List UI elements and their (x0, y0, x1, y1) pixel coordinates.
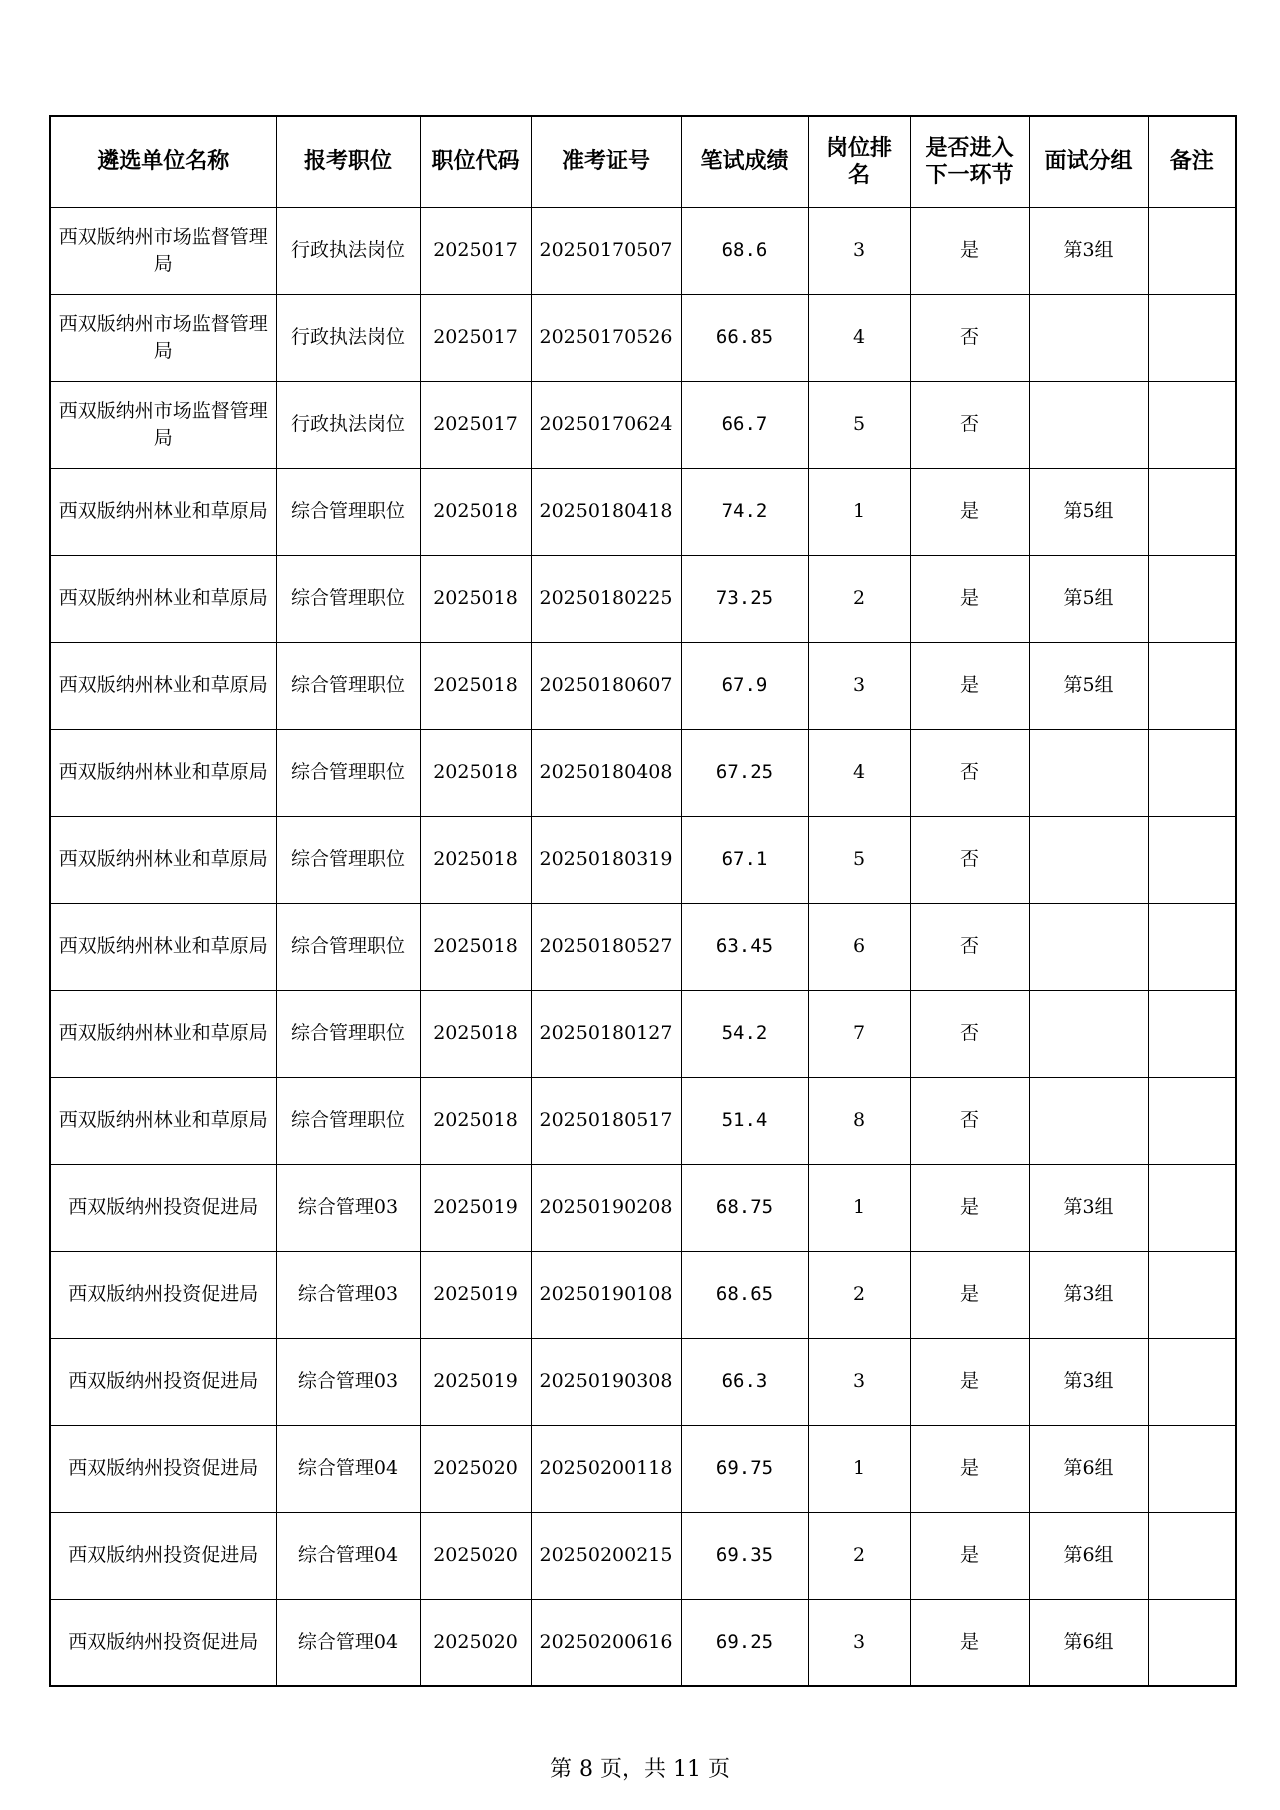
table-row (50, 381, 1236, 468)
cell-position: 综合管理职位 (276, 1077, 420, 1164)
cell-rank: 3 (808, 1338, 910, 1425)
cell-note (1148, 990, 1236, 1077)
cell-score: 73.25 (681, 555, 808, 642)
cell-position: 综合管理04 (276, 1512, 420, 1599)
cell-position: 综合管理职位 (276, 729, 420, 816)
cell-score: 68.75 (681, 1164, 808, 1251)
table-row (50, 1425, 1236, 1512)
cell-ticket: 20250180225 (531, 555, 681, 642)
cell-score: 67.1 (681, 816, 808, 903)
cell-code: 2025018 (420, 990, 531, 1077)
cell-rank: 6 (808, 903, 910, 990)
cell-note (1148, 468, 1236, 555)
cell-group (1029, 729, 1148, 816)
cell-code: 2025020 (420, 1599, 531, 1686)
table-row (50, 1077, 1236, 1164)
cell-code: 2025018 (420, 903, 531, 990)
cell-group: 第6组 (1029, 1599, 1148, 1686)
cell-advance: 否 (910, 990, 1029, 1077)
cell-group (1029, 816, 1148, 903)
cell-rank: 3 (808, 1599, 910, 1686)
cell-rank: 4 (808, 729, 910, 816)
table-row (50, 1251, 1236, 1338)
cell-code: 2025017 (420, 381, 531, 468)
cell-position: 综合管理职位 (276, 990, 420, 1077)
cell-score: 66.7 (681, 381, 808, 468)
cell-ticket: 20250180607 (531, 642, 681, 729)
cell-group: 第5组 (1029, 555, 1148, 642)
cell-rank: 5 (808, 381, 910, 468)
cell-position: 综合管理职位 (276, 555, 420, 642)
cell-ticket: 20250200215 (531, 1512, 681, 1599)
cell-ticket: 20250190208 (531, 1164, 681, 1251)
cell-position: 综合管理03 (276, 1338, 420, 1425)
cell-note (1148, 1425, 1236, 1512)
cell-note (1148, 555, 1236, 642)
table-row (50, 555, 1236, 642)
cell-advance: 否 (910, 903, 1029, 990)
cell-note (1148, 1512, 1236, 1599)
cell-unit: 西双版纳州投资促进局 (50, 1251, 276, 1338)
cell-unit: 西双版纳州林业和草原局 (50, 990, 276, 1077)
cell-group (1029, 903, 1148, 990)
cell-note (1148, 1599, 1236, 1686)
cell-unit: 西双版纳州林业和草原局 (50, 555, 276, 642)
cell-score: 69.35 (681, 1512, 808, 1599)
cell-note (1148, 1164, 1236, 1251)
cell-ticket: 20250180319 (531, 816, 681, 903)
cell-score: 63.45 (681, 903, 808, 990)
cell-rank: 2 (808, 1251, 910, 1338)
table-row (50, 990, 1236, 1077)
cell-note (1148, 381, 1236, 468)
cell-code: 2025020 (420, 1512, 531, 1599)
cell-rank: 3 (808, 642, 910, 729)
cell-code: 2025018 (420, 468, 531, 555)
cell-rank: 2 (808, 555, 910, 642)
cell-code: 2025019 (420, 1164, 531, 1251)
cell-advance: 否 (910, 381, 1029, 468)
cell-ticket: 20250170507 (531, 207, 681, 294)
cell-group: 第5组 (1029, 642, 1148, 729)
cell-rank: 1 (808, 468, 910, 555)
table-body (50, 207, 1236, 1686)
cell-score: 51.4 (681, 1077, 808, 1164)
cell-score: 66.85 (681, 294, 808, 381)
cell-unit: 西双版纳州市场监督管理局 (50, 207, 276, 294)
cell-unit: 西双版纳州投资促进局 (50, 1425, 276, 1512)
page-footer: 第 8 页，共 11 页 (550, 1757, 730, 1782)
header-note: 备注 (1148, 116, 1236, 207)
cell-ticket: 20250180408 (531, 729, 681, 816)
cell-advance: 是 (910, 555, 1029, 642)
cell-position: 综合管理04 (276, 1599, 420, 1686)
cell-advance: 是 (910, 1251, 1029, 1338)
cell-unit: 西双版纳州林业和草原局 (50, 729, 276, 816)
cell-position: 行政执法岗位 (276, 207, 420, 294)
cell-code: 2025020 (420, 1425, 531, 1512)
cell-score: 54.2 (681, 990, 808, 1077)
cell-score: 67.9 (681, 642, 808, 729)
cell-score: 74.2 (681, 468, 808, 555)
table-row (50, 294, 1236, 381)
cell-note (1148, 1077, 1236, 1164)
cell-advance: 是 (910, 1164, 1029, 1251)
cell-unit: 西双版纳州投资促进局 (50, 1599, 276, 1686)
cell-ticket: 20250170624 (531, 381, 681, 468)
cell-score: 69.25 (681, 1599, 808, 1686)
table-row (50, 816, 1236, 903)
table-row (50, 729, 1236, 816)
cell-ticket: 20250170526 (531, 294, 681, 381)
cell-note (1148, 816, 1236, 903)
cell-rank: 1 (808, 1164, 910, 1251)
cell-advance: 否 (910, 729, 1029, 816)
header-code: 职位代码 (420, 116, 531, 207)
cell-group: 第6组 (1029, 1425, 1148, 1512)
cell-ticket: 20250180517 (531, 1077, 681, 1164)
cell-rank: 3 (808, 207, 910, 294)
cell-advance: 是 (910, 1338, 1029, 1425)
cell-score: 68.6 (681, 207, 808, 294)
cell-group (1029, 294, 1148, 381)
cell-advance: 是 (910, 468, 1029, 555)
cell-unit: 西双版纳州市场监督管理局 (50, 381, 276, 468)
results-table (49, 115, 1237, 1687)
cell-position: 行政执法岗位 (276, 294, 420, 381)
table-row (50, 1599, 1236, 1686)
header-advance: 是否进入下一环节 (910, 116, 1029, 207)
cell-note (1148, 207, 1236, 294)
cell-position: 综合管理职位 (276, 816, 420, 903)
table-row (50, 903, 1236, 990)
table-row (50, 468, 1236, 555)
cell-position: 综合管理职位 (276, 903, 420, 990)
cell-score: 66.3 (681, 1338, 808, 1425)
cell-advance: 是 (910, 1599, 1029, 1686)
cell-position: 行政执法岗位 (276, 381, 420, 468)
cell-code: 2025019 (420, 1251, 531, 1338)
cell-unit: 西双版纳州投资促进局 (50, 1512, 276, 1599)
cell-group: 第5组 (1029, 468, 1148, 555)
cell-score: 67.25 (681, 729, 808, 816)
cell-group (1029, 381, 1148, 468)
cell-code: 2025017 (420, 207, 531, 294)
cell-note (1148, 903, 1236, 990)
table-header-row (50, 116, 1236, 207)
cell-unit: 西双版纳州林业和草原局 (50, 468, 276, 555)
cell-code: 2025018 (420, 816, 531, 903)
cell-advance: 是 (910, 207, 1029, 294)
cell-note (1148, 1251, 1236, 1338)
cell-rank: 7 (808, 990, 910, 1077)
cell-score: 68.65 (681, 1251, 808, 1338)
cell-ticket: 20250180527 (531, 903, 681, 990)
header-position: 报考职位 (276, 116, 420, 207)
cell-position: 综合管理04 (276, 1425, 420, 1512)
cell-unit: 西双版纳州投资促进局 (50, 1164, 276, 1251)
cell-unit: 西双版纳州林业和草原局 (50, 816, 276, 903)
table-row (50, 1512, 1236, 1599)
cell-group (1029, 1077, 1148, 1164)
cell-unit: 西双版纳州林业和草原局 (50, 903, 276, 990)
cell-position: 综合管理03 (276, 1251, 420, 1338)
header-rank: 岗位排名 (808, 116, 910, 207)
cell-ticket: 20250180418 (531, 468, 681, 555)
header-group: 面试分组 (1029, 116, 1148, 207)
table-row (50, 1164, 1236, 1251)
cell-unit: 西双版纳州市场监督管理局 (50, 294, 276, 381)
cell-group: 第3组 (1029, 1338, 1148, 1425)
cell-note (1148, 642, 1236, 729)
cell-code: 2025018 (420, 729, 531, 816)
cell-note (1148, 729, 1236, 816)
cell-ticket: 20250180127 (531, 990, 681, 1077)
cell-group: 第3组 (1029, 1164, 1148, 1251)
cell-rank: 4 (808, 294, 910, 381)
cell-code: 2025018 (420, 642, 531, 729)
table-row (50, 1338, 1236, 1425)
cell-rank: 5 (808, 816, 910, 903)
table-row (50, 642, 1236, 729)
cell-ticket: 20250190308 (531, 1338, 681, 1425)
cell-advance: 是 (910, 642, 1029, 729)
header-score: 笔试成绩 (681, 116, 808, 207)
cell-code: 2025018 (420, 555, 531, 642)
cell-unit: 西双版纳州林业和草原局 (50, 642, 276, 729)
cell-note (1148, 1338, 1236, 1425)
table-row (50, 207, 1236, 294)
cell-advance: 是 (910, 1512, 1029, 1599)
cell-group: 第3组 (1029, 1251, 1148, 1338)
cell-position: 综合管理职位 (276, 642, 420, 729)
cell-rank: 1 (808, 1425, 910, 1512)
header-ticket: 准考证号 (531, 116, 681, 207)
cell-score: 69.75 (681, 1425, 808, 1512)
cell-code: 2025019 (420, 1338, 531, 1425)
cell-ticket: 20250200616 (531, 1599, 681, 1686)
header-unit: 遴选单位名称 (50, 116, 276, 207)
cell-advance: 否 (910, 294, 1029, 381)
cell-advance: 否 (910, 1077, 1029, 1164)
cell-unit: 西双版纳州林业和草原局 (50, 1077, 276, 1164)
cell-unit: 西双版纳州投资促进局 (50, 1338, 276, 1425)
cell-ticket: 20250190108 (531, 1251, 681, 1338)
cell-code: 2025017 (420, 294, 531, 381)
cell-group (1029, 990, 1148, 1077)
cell-rank: 2 (808, 1512, 910, 1599)
cell-rank: 8 (808, 1077, 910, 1164)
cell-note (1148, 294, 1236, 381)
cell-code: 2025018 (420, 1077, 531, 1164)
cell-group: 第3组 (1029, 207, 1148, 294)
cell-advance: 是 (910, 1425, 1029, 1512)
cell-position: 综合管理03 (276, 1164, 420, 1251)
cell-position: 综合管理职位 (276, 468, 420, 555)
cell-ticket: 20250200118 (531, 1425, 681, 1512)
cell-advance: 否 (910, 816, 1029, 903)
cell-group: 第6组 (1029, 1512, 1148, 1599)
